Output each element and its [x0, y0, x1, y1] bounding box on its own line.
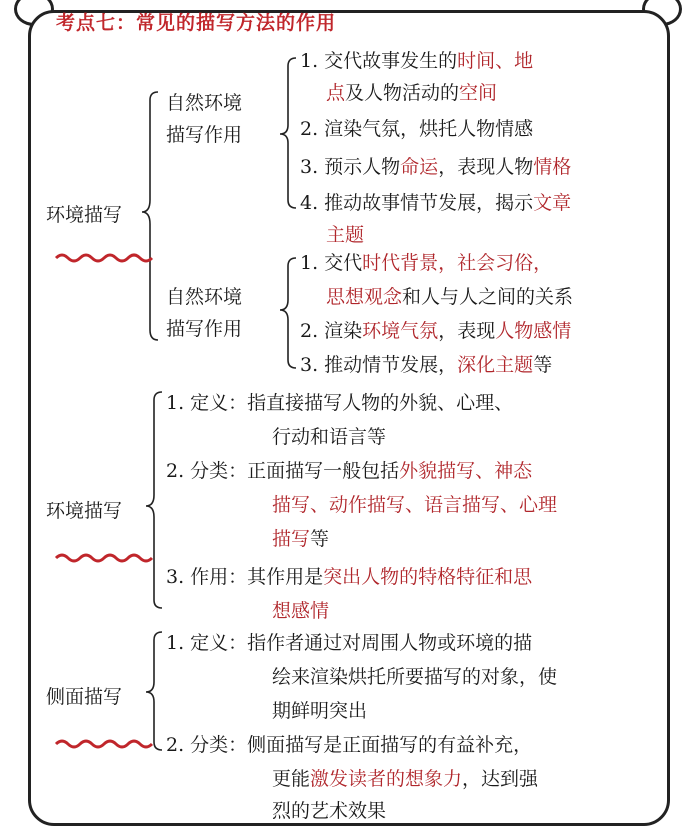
list-item: 1. 交代时代背景，社会习俗，: [300, 252, 553, 274]
group-label: 描写作用: [166, 124, 243, 146]
list-item: 3. 推动情节发展，深化主题等: [300, 354, 553, 376]
list-item: 行动和语言等: [272, 426, 387, 448]
list-item: 2. 渲染环境气氛，表现人物感情: [300, 320, 572, 342]
section-heading: 环境描写: [46, 500, 123, 522]
list-item: 2. 分类：侧面描写是正面描写的有益补充，: [166, 734, 533, 756]
list-item: 4. 推动故事情节发展，揭示文章: [300, 192, 572, 214]
list-item: 点及人物活动的空间: [326, 82, 498, 104]
group-label: 自然环境: [166, 286, 243, 308]
group-label: 自然环境: [166, 92, 243, 114]
list-item: 烈的艺术效果: [272, 800, 387, 822]
list-item: 2. 渲染气氛，烘托人物情感: [300, 118, 534, 140]
section-heading: 环境描写: [46, 204, 123, 226]
list-item: 绘来渲染烘托所要描写的对象，使: [272, 666, 558, 688]
list-item: 2. 分类：正面描写一般包括外貌描写、神态: [166, 460, 533, 482]
page-title: 考点七：常见的描写方法的作用: [56, 12, 337, 34]
list-item: 主题: [326, 224, 365, 246]
list-item: 1. 交代故事发生的时间、地: [300, 50, 534, 72]
group-label: 描写作用: [166, 318, 243, 340]
list-item: 1. 定义：指直接描写人物的外貌、心理、: [166, 392, 514, 414]
list-item: 思想观念和人与人之间的关系: [326, 286, 574, 308]
list-item: 3. 预示人物命运，表现人物情格: [300, 156, 572, 178]
list-item: 描写、动作描写、语言描写、心理: [272, 494, 558, 516]
list-item: 3. 作用：其作用是突出人物的特格特征和思: [166, 566, 533, 588]
list-item: 更能激发读者的想象力，达到强: [272, 768, 539, 790]
list-item: 1. 定义：指作者通过对周围人物或环境的描: [166, 632, 533, 654]
list-item: 描写等: [272, 528, 330, 550]
list-item: 期鲜明突出: [272, 700, 368, 722]
section-heading: 侧面描写: [46, 686, 123, 708]
list-item: 想感情: [272, 600, 330, 622]
